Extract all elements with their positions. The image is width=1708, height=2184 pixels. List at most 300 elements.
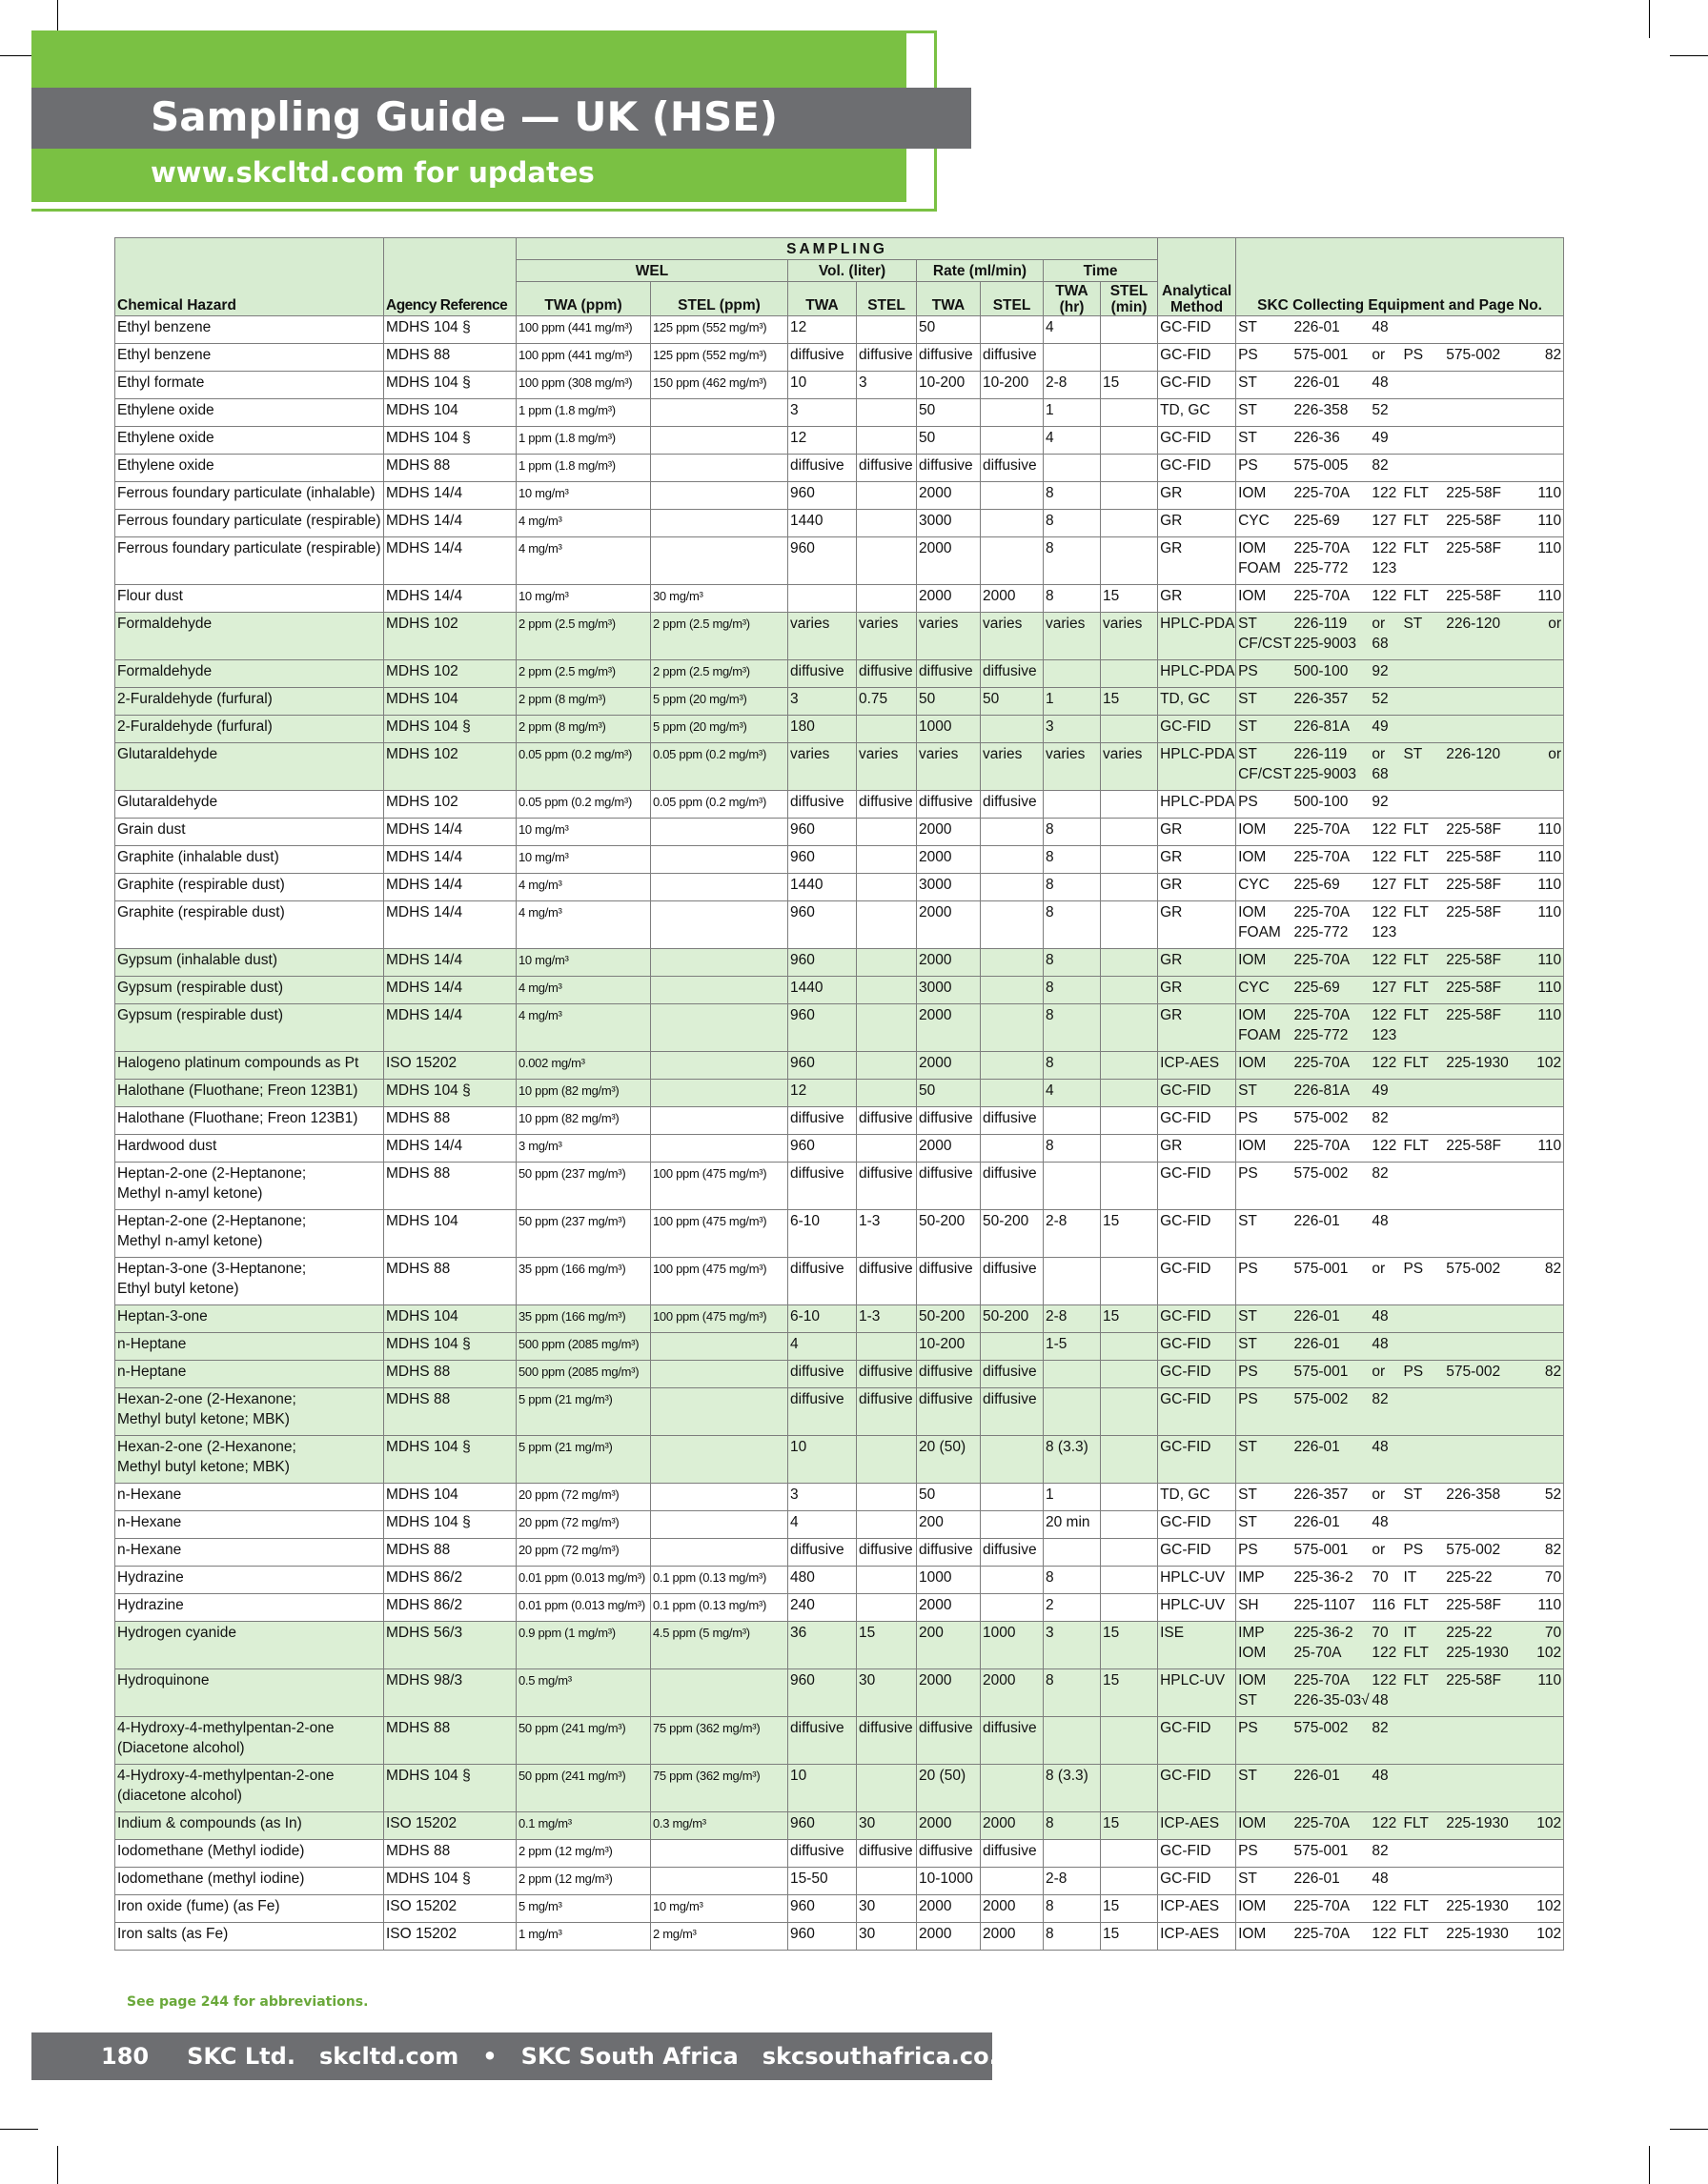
equipment-item: 225-36-2 [1293,1625,1353,1641]
vol-stel-cell: 15 [857,1622,917,1669]
time-twa-cell: 8 [1044,1812,1101,1840]
time-twa-cell: 2-8 [1044,1868,1101,1895]
equipment-item [1403,717,1446,737]
equipment-line [1238,1259,1561,1279]
equipment-item: 70 [1544,1625,1562,1641]
rate-twa-cell: diffusive [917,791,981,819]
rate-twa-cell: 2000 [917,1895,981,1923]
table-row [115,1436,1564,1484]
rate-stel-cell [981,427,1044,455]
wel-twa-cell: 50 ppm (241 mg/m³) [517,1765,651,1812]
vol-twa-cell: 960 [788,1004,857,1052]
method-cell: GR [1158,949,1236,977]
table-row [115,1388,1564,1436]
chemical-cell: Heptan-2-one (2-Heptanone; Methyl n-amyl ketone) [115,1210,384,1258]
footer-contacts: SKC Ltd. skcltd.com • SKC South Africa skcsouthafrica.co.za [187,2043,1027,2070]
equipment-item: PS [1238,1720,1258,1736]
equipment-item: FLT [1403,513,1429,529]
equipment-item [1524,634,1561,654]
col-header-rate-stel: STEL [981,282,1044,316]
rate-stel-cell [981,1333,1044,1361]
time-twa-cell [1044,1258,1101,1305]
time-stel-cell [1101,660,1158,688]
equipment-item [1446,455,1524,475]
chemical-cell: Hydroquinone [115,1669,384,1717]
wel-stel-cell [651,819,788,846]
equipment-item: 48 [1372,1336,1389,1352]
agency-cell: MDHS 88 [384,1539,517,1567]
equipment-item: 575-005 [1293,457,1349,474]
equipment-item: 122 [1372,952,1397,968]
table-row [115,1333,1564,1361]
equipment-item: 68 [1372,766,1389,782]
wel-twa-cell: 0.01 ppm (0.013 mg/m³) [517,1567,651,1594]
equipment-item: 225-70A [1293,1138,1351,1154]
equipment-item [1524,373,1561,393]
vol-twa-cell: 240 [788,1594,857,1622]
wel-stel-cell [651,874,788,901]
vol-twa-cell: 960 [788,537,857,585]
equipment-item [1403,922,1446,942]
equipment-item: 110 [1537,1597,1562,1613]
equipment-item: 110 [1537,588,1562,604]
table-row [115,716,1564,743]
equipment-item: 226-01 [1293,1308,1340,1325]
rate-twa-cell: 3000 [917,510,981,537]
wel-twa-cell: 35 ppm (166 mg/m³) [517,1305,651,1333]
method-cell: GC-FID [1158,344,1236,372]
chemical-cell: n-Hexane [115,1539,384,1567]
agency-cell: MDHS 104 § [384,1436,517,1484]
chemical-cell: n-Heptane [115,1361,384,1388]
time-twa-cell: 8 (3.3) [1044,1765,1101,1812]
rate-twa-cell: 2000 [917,1923,981,1951]
rate-header: Rate (ml/min) [917,260,1044,282]
equipment-cell [1236,874,1564,901]
equipment-item: ST [1238,402,1257,418]
equipment-line [1238,1163,1561,1183]
vol-twa-cell: 3 [788,399,857,427]
vol-stel-cell: diffusive [857,1258,917,1305]
equipment-item [1524,455,1561,475]
equipment-item: 122 [1372,904,1397,920]
equipment-item: 225-58F [1446,1007,1502,1023]
equipment-item: 68 [1372,636,1389,652]
table-row [115,585,1564,613]
equipment-item: IOM [1238,952,1267,968]
agency-cell: MDHS 14/4 [384,819,517,846]
equipment-item: PS [1238,1364,1258,1380]
equipment-item: 82 [1544,1261,1562,1277]
chemical-cell: Gypsum (respirable dust) [115,1004,384,1052]
rate-stel-cell: 50-200 [981,1305,1044,1333]
wel-stel-cell [651,1840,788,1868]
agency-cell: MDHS 98/3 [384,1669,517,1717]
agency-cell: MDHS 14/4 [384,1135,517,1163]
equipment-item: PS [1238,347,1258,363]
method-cell: GR [1158,901,1236,949]
wel-twa-cell: 4 mg/m³ [517,537,651,585]
equipment-item: FLT [1403,980,1429,996]
agency-cell: MDHS 104 [384,1210,517,1258]
equipment-line [1238,1512,1561,1532]
equipment-cell [1236,1840,1564,1868]
vol-stel-cell: 3 [857,372,917,399]
method-cell: GR [1158,977,1236,1004]
equipment-item [1403,792,1446,812]
rate-twa-cell: 2000 [917,949,981,977]
time-stel-cell [1101,949,1158,977]
time-stel-cell [1101,1765,1158,1812]
equipment-cell [1236,1258,1564,1305]
table-row [115,1107,1564,1135]
rate-stel-cell: diffusive [981,455,1044,482]
equipment-line [1238,1005,1561,1025]
equipment-item [1403,1869,1446,1889]
vol-stel-cell [857,399,917,427]
vol-twa-cell: 10 [788,372,857,399]
agency-cell: ISO 15202 [384,1923,517,1951]
wel-twa-cell: 3 mg/m³ [517,1135,651,1163]
agency-cell: MDHS 104 [384,688,517,716]
equipment-cell [1236,1594,1564,1622]
equipment-item: PS [1238,663,1258,679]
equipment-line [1238,455,1561,475]
equipment-item: FOAM [1238,560,1281,576]
rate-stel-cell [981,949,1044,977]
vol-twa-cell: 960 [788,1923,857,1951]
rate-stel-cell [981,1511,1044,1539]
vol-twa-cell: 480 [788,1567,857,1594]
method-cell: GC-FID [1158,316,1236,344]
equipment-line [1238,1623,1561,1643]
rate-twa-cell: diffusive [917,1717,981,1765]
equipment-item: 127 [1372,513,1397,529]
equipment-line [1238,1306,1561,1326]
rate-twa-cell: 50 [917,427,981,455]
wel-twa-cell: 10 ppm (82 mg/m³) [517,1107,651,1135]
table-row [115,1258,1564,1305]
chemical-cell: 4-Hydroxy-4-methylpentan-2-one (diacetone alcohol) [115,1765,384,1812]
method-cell: GC-FID [1158,1107,1236,1135]
time-stel-cell [1101,977,1158,1004]
time-twa-cell: 8 [1044,510,1101,537]
rate-stel-cell: diffusive [981,1717,1044,1765]
agency-cell: MDHS 14/4 [384,482,517,510]
equipment-item: 225-70A [1293,588,1351,604]
vol-twa-cell: 960 [788,1812,857,1840]
equipment-line [1238,1025,1561,1045]
equipment-item: 92 [1372,663,1389,679]
time-twa-cell: 2-8 [1044,372,1101,399]
vol-twa-cell: diffusive [788,1107,857,1135]
equipment-item: 48 [1372,1768,1389,1784]
equipment-item: 575-002 [1293,1110,1349,1126]
equipment-line [1238,744,1561,764]
equipment-cell [1236,1107,1564,1135]
rate-twa-cell: 10-200 [917,372,981,399]
rate-twa-cell: 2000 [917,482,981,510]
vol-twa-cell: 12 [788,1080,857,1107]
vol-stel-cell: diffusive [857,1107,917,1135]
vol-twa-cell: diffusive [788,1388,857,1436]
equipment-item: IMP [1238,1625,1265,1641]
rate-stel-cell: 50-200 [981,1210,1044,1258]
equipment-item: PS [1403,1261,1424,1277]
vol-stel-cell [857,901,917,949]
rate-twa-cell: diffusive [917,455,981,482]
equipment-line [1238,1813,1561,1833]
method-cell: GR [1158,585,1236,613]
vol-stel-cell: 1-3 [857,1210,917,1258]
equipment-item [1403,1081,1446,1101]
equipment-cell [1236,455,1564,482]
equipment-cell [1236,372,1564,399]
equipment-item: 225-58F [1446,1138,1502,1154]
equipment-item: ST [1238,616,1257,632]
equipment-item [1403,1211,1446,1231]
equipment-item: IOM [1238,485,1267,501]
wel-twa-cell: 10 mg/m³ [517,949,651,977]
time-twa-cell: 8 [1044,1567,1101,1594]
rate-twa-cell: 200 [917,1622,981,1669]
wel-stel-cell: 125 ppm (552 mg/m³) [651,344,788,372]
equipment-item: 575-002 [1293,1391,1349,1407]
vol-stel-cell [857,537,917,585]
agency-cell: MDHS 88 [384,344,517,372]
rate-stel-cell [981,874,1044,901]
equipment-cell [1236,510,1564,537]
equipment-item: 82 [1372,1110,1389,1126]
chemical-cell: Halothane (Fluothane; Freon 123B1) [115,1080,384,1107]
time-stel-cell [1101,901,1158,949]
equipment-line [1238,634,1561,654]
chemical-cell: Indium & compounds (as In) [115,1812,384,1840]
equipment-item: PS [1403,1364,1424,1380]
equipment-item: 116 [1372,1597,1396,1613]
time-twa-cell: 1-5 [1044,1333,1101,1361]
table-row [115,660,1564,688]
equipment-cell [1236,1923,1564,1951]
method-cell: GC-FID [1158,1305,1236,1333]
table-row [115,874,1564,901]
vol-stel-cell [857,1080,917,1107]
rate-twa-cell: 200 [917,1511,981,1539]
equipment-item [1524,1025,1561,1045]
rate-stel-cell: diffusive [981,1388,1044,1436]
equipment-item [1403,1163,1446,1183]
time-stel-cell: varies [1101,743,1158,791]
equipment-item: 225-58F [1446,513,1502,529]
wel-stel-cell [651,1333,788,1361]
time-twa-cell: varies [1044,743,1101,791]
rate-twa-cell: 10-1000 [917,1868,981,1895]
table-row [115,1923,1564,1951]
table-row [115,977,1564,1004]
equipment-cell [1236,1567,1564,1594]
rate-twa-cell: diffusive [917,1840,981,1868]
vol-stel-cell: diffusive [857,1361,917,1388]
time-stel-cell: 15 [1101,1895,1158,1923]
vol-twa-cell: diffusive [788,791,857,819]
table-row [115,510,1564,537]
equipment-line [1238,1081,1561,1101]
wel-twa-cell: 2 ppm (2.5 mg/m³) [517,660,651,688]
equipment-item: 123 [1372,1027,1397,1043]
equipment-item [1524,558,1561,578]
time-twa-cell: 8 [1044,1669,1101,1717]
equipment-item [1524,1334,1561,1354]
equipment-line [1238,792,1561,812]
vol-stel-cell [857,1594,917,1622]
col-header-stel-ppm: STEL (ppm) [651,282,788,316]
chemical-cell: Ethylene oxide [115,427,384,455]
equipment-item: 48 [1372,319,1389,335]
equipment-item: 122 [1372,1007,1397,1023]
equipment-item: 122 [1372,1815,1397,1831]
rate-stel-cell [981,399,1044,427]
equipment-item [1524,1869,1561,1889]
vol-stel-cell: 30 [857,1669,917,1717]
equipment-item [1403,764,1446,784]
equipment-line [1238,1766,1561,1786]
wel-twa-cell: 0.002 mg/m³ [517,1052,651,1080]
time-twa-cell [1044,1539,1101,1567]
wel-stel-cell [651,455,788,482]
equipment-item [1403,317,1446,337]
table-row [115,1052,1564,1080]
equipment-cell [1236,791,1564,819]
method-cell: GC-FID [1158,1868,1236,1895]
time-twa-cell [1044,1840,1101,1868]
rate-twa-cell: 2000 [917,1004,981,1052]
wel-twa-cell: 4 mg/m³ [517,874,651,901]
rate-stel-cell: diffusive [981,791,1044,819]
equipment-item: 110 [1537,513,1562,529]
rate-stel-cell [981,1080,1044,1107]
equipment-item [1446,661,1524,681]
agency-cell: MDHS 88 [384,1388,517,1436]
equipment-item [1403,1512,1446,1532]
equipment-cell [1236,1210,1564,1258]
vol-twa-cell: 10 [788,1436,857,1484]
time-twa-cell: 4 [1044,316,1101,344]
time-twa-cell: 8 [1044,585,1101,613]
equipment-item [1403,689,1446,709]
col-header-chemical: Chemical Hazard [115,238,384,316]
equipment-item: 226-81A [1293,718,1351,735]
time-twa-cell: 8 [1044,901,1101,949]
rate-stel-cell [981,316,1044,344]
wel-twa-cell: 1 ppm (1.8 mg/m³) [517,427,651,455]
table-row [115,1210,1564,1258]
method-cell: GR [1158,1135,1236,1163]
wel-header: WEL [517,260,788,282]
rate-twa-cell: diffusive [917,1163,981,1210]
chemical-cell: Ferrous foundary particulate (inhalable) [115,482,384,510]
vol-stel-cell: diffusive [857,1539,917,1567]
equipment-item: 226-01 [1293,319,1340,335]
vol-stel-cell: 1-3 [857,1305,917,1333]
equipment-line [1238,661,1561,681]
chemical-cell: Hexan-2-one (2-Hexanone; Methyl butyl ketone; MBK) [115,1436,384,1484]
rate-twa-cell: 2000 [917,1669,981,1717]
agency-cell: MDHS 104 § [384,1080,517,1107]
equipment-cell [1236,1333,1564,1361]
wel-stel-cell: 4.5 ppm (5 mg/m³) [651,1622,788,1669]
equipment-line [1238,978,1561,998]
time-stel-cell [1101,1840,1158,1868]
wel-stel-cell: 100 ppm (475 mg/m³) [651,1163,788,1210]
wel-twa-cell: 50 ppm (241 mg/m³) [517,1717,651,1765]
rate-stel-cell [981,901,1044,949]
equipment-item: 226-120 [1446,746,1501,762]
vol-stel-cell: varies [857,613,917,660]
equipment-item [1524,1081,1561,1101]
equipment-item: ST [1238,1336,1257,1352]
equipment-item [1524,400,1561,420]
equipment-item: 225-58F [1446,1672,1502,1689]
equipment-item: 225-58F [1446,952,1502,968]
equipment-item: 225-58F [1446,1597,1502,1613]
equipment-item: 122 [1372,821,1397,838]
agency-cell: MDHS 104 § [384,1511,517,1539]
equipment-item: CYC [1238,877,1270,893]
equipment-item: ST [1238,1692,1257,1709]
equipment-item: 122 [1372,1055,1397,1071]
rate-twa-cell: 3000 [917,977,981,1004]
time-twa-cell [1044,1388,1101,1436]
equipment-line [1238,1841,1561,1861]
sampling-group-header: SAMPLING [517,238,1158,260]
table-row [115,791,1564,819]
agency-cell: MDHS 104 [384,399,517,427]
equipment-item: 225-70A [1293,1007,1351,1023]
time-twa-cell: 2-8 [1044,1210,1101,1258]
equipment-cell [1236,819,1564,846]
chemical-cell: Grain dust [115,819,384,846]
equipment-item: 82 [1544,1364,1562,1380]
equipment-line [1238,400,1561,420]
vol-twa-cell: 4 [788,1511,857,1539]
time-stel-cell [1101,1107,1158,1135]
equipment-item: IOM [1238,540,1267,556]
equipment-item: PS [1238,1110,1258,1126]
equipment-item: FLT [1403,1007,1429,1023]
equipment-item: 48 [1372,374,1389,391]
equipment-cell [1236,743,1564,791]
table-row [115,949,1564,977]
table-row [115,1484,1564,1511]
equipment-line [1238,875,1561,895]
time-twa-cell [1044,1107,1101,1135]
equipment-item [1403,400,1446,420]
table-row [115,399,1564,427]
equipment-item: 110 [1537,904,1562,920]
wel-twa-cell: 0.01 ppm (0.013 mg/m³) [517,1594,651,1622]
equipment-item [1403,1690,1446,1710]
agency-cell: MDHS 104 [384,1305,517,1333]
equipment-item: 226-01 [1293,1336,1340,1352]
equipment-cell [1236,1669,1564,1717]
vol-stel-cell: diffusive [857,1163,917,1210]
rate-twa-cell: diffusive [917,1388,981,1436]
equipment-item: FLT [1403,1815,1429,1831]
equipment-line [1238,1670,1561,1690]
time-stel-cell [1101,344,1158,372]
equipment-item: or [1548,616,1562,632]
col-header-agency: Agency Reference [384,238,517,316]
